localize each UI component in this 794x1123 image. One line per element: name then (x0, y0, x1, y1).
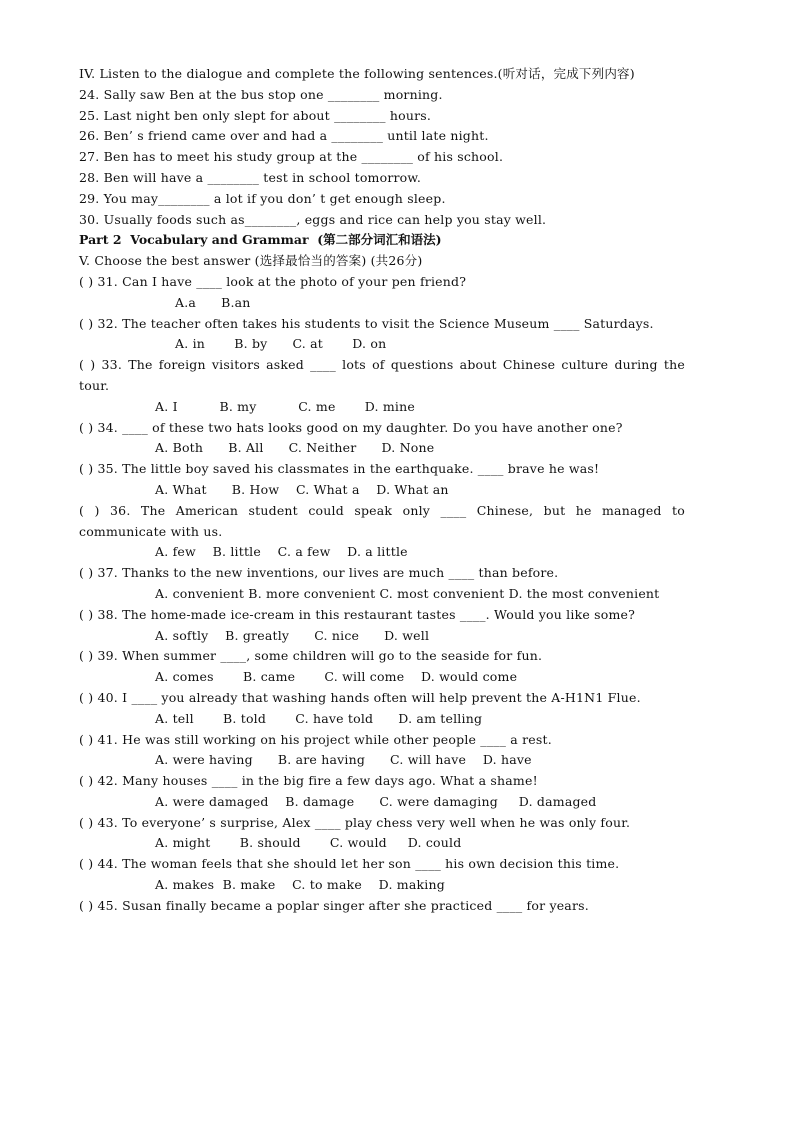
answer-options-44: A. makes B. make C. to make D. making (155, 877, 445, 893)
fill-item-29: 29. You may________ a lot if you don’ t get enough sleep. (79, 190, 446, 206)
question-35: ( ) 35. The little boy saved his classmates in the earthquake. ____ brave he was! (79, 461, 600, 477)
question-37: ( ) 37. Thanks to the new inventions, our lives are much ____ than before. (79, 565, 559, 581)
question-43: ( ) 43. To everyone’ s surprise, Alex ____ play chess very well when he was only four. (79, 814, 631, 830)
answer-options-39: A. comes B. came C. will come D. would come (155, 669, 518, 685)
fill-item-27: 27. Ben has to meet his study group at the ________ of his school. (79, 149, 504, 165)
question-44: ( ) 44. The woman feels that she should let her son ____ his own decision this time. (79, 856, 620, 872)
answer-options-37: A. convenient B. more convenient C. most convenient D. the most convenient (155, 585, 660, 601)
worksheet-page (79, 64, 685, 917)
answer-options-42: A. were damaged B. damage C. were damaging D. damaged (155, 793, 597, 809)
answer-options-32: A. in B. by C. at D. on (175, 336, 387, 352)
section-iv-heading: IV. Listen to the dialogue and complete the following sentences.(听对话，完成下列内容) (79, 66, 635, 81)
part-2-title: Part 2 Vocabulary and Grammar (第二部分词汇和语法) (79, 232, 442, 248)
answer-options-40: A. tell B. told C. have told D. am telling (155, 710, 483, 726)
question-32: ( ) 32. The teacher often takes his students to visit the Science Museum ____ Saturdays. (79, 315, 654, 331)
answer-options-34: A. Both B. All C. Neither D. None (155, 440, 435, 456)
fill-item-25: 25. Last night ben only slept for about ________ hours. (79, 107, 432, 123)
question-list (79, 272, 685, 917)
question-39: ( ) 39. When summer ____, some children will go to the seaside for fun. (79, 648, 543, 664)
answer-options-36: A. few B. little C. a few D. a little (155, 544, 408, 560)
answer-options-33: A. I B. my C. me D. mine (155, 398, 415, 414)
question-31: ( ) 31. Can I have ____ look at the photo of your pen friend? (79, 273, 467, 289)
answer-options-31: A.a B.an (175, 294, 251, 310)
question-41: ( ) 41. He was still working on his project while other people ____ a rest. (79, 731, 552, 747)
question-40: ( ) 40. I ____ you already that washing hands often will help prevent the A-H1N1 Flue. (79, 689, 641, 705)
answer-options-43: A. might B. should C. would D. could (155, 835, 462, 851)
fill-item-24: 24. Sally saw Ben at the bus stop one ________ morning. (79, 86, 443, 102)
answer-options-38: A. softly B. greatly C. nice D. well (155, 627, 430, 643)
fill-item-26: 26. Ben’ s friend came over and had a ________ until late night. (79, 128, 489, 144)
question-45: ( ) 45. Susan finally became a poplar singer after she practiced ____ for years. (79, 897, 589, 913)
section-v-heading: V. Choose the best answer (选择最恰当的答案) (共26分) (79, 253, 423, 269)
answer-options-35: A. What B. How C. What a D. What an (155, 481, 449, 497)
answer-options-41: A. were having B. are having C. will have D. have (155, 752, 532, 768)
question-38: ( ) 38. The home-made ice-cream in this restaurant tastes ____. Would you like some? (79, 606, 636, 622)
fill-item-28: 28. Ben will have a ________ test in school tomorrow. (79, 169, 421, 185)
fill-item-30: 30. Usually foods such as________, eggs and rice can help you stay well. (79, 211, 547, 227)
question-36: ( ) 36. The American student could speak only ____ Chinese, but he managed to communicate with us. (79, 502, 685, 539)
question-42: ( ) 42. Many houses ____ in the big fire a few days ago. What a shame! (79, 773, 538, 789)
question-34: ( ) 34. ____ of these two hats looks good on my daughter. Do you have another one? (79, 419, 623, 435)
question-33: ( ) 33. The foreign visitors asked ____ lots of questions about Chinese culture during the tour. (79, 357, 685, 393)
